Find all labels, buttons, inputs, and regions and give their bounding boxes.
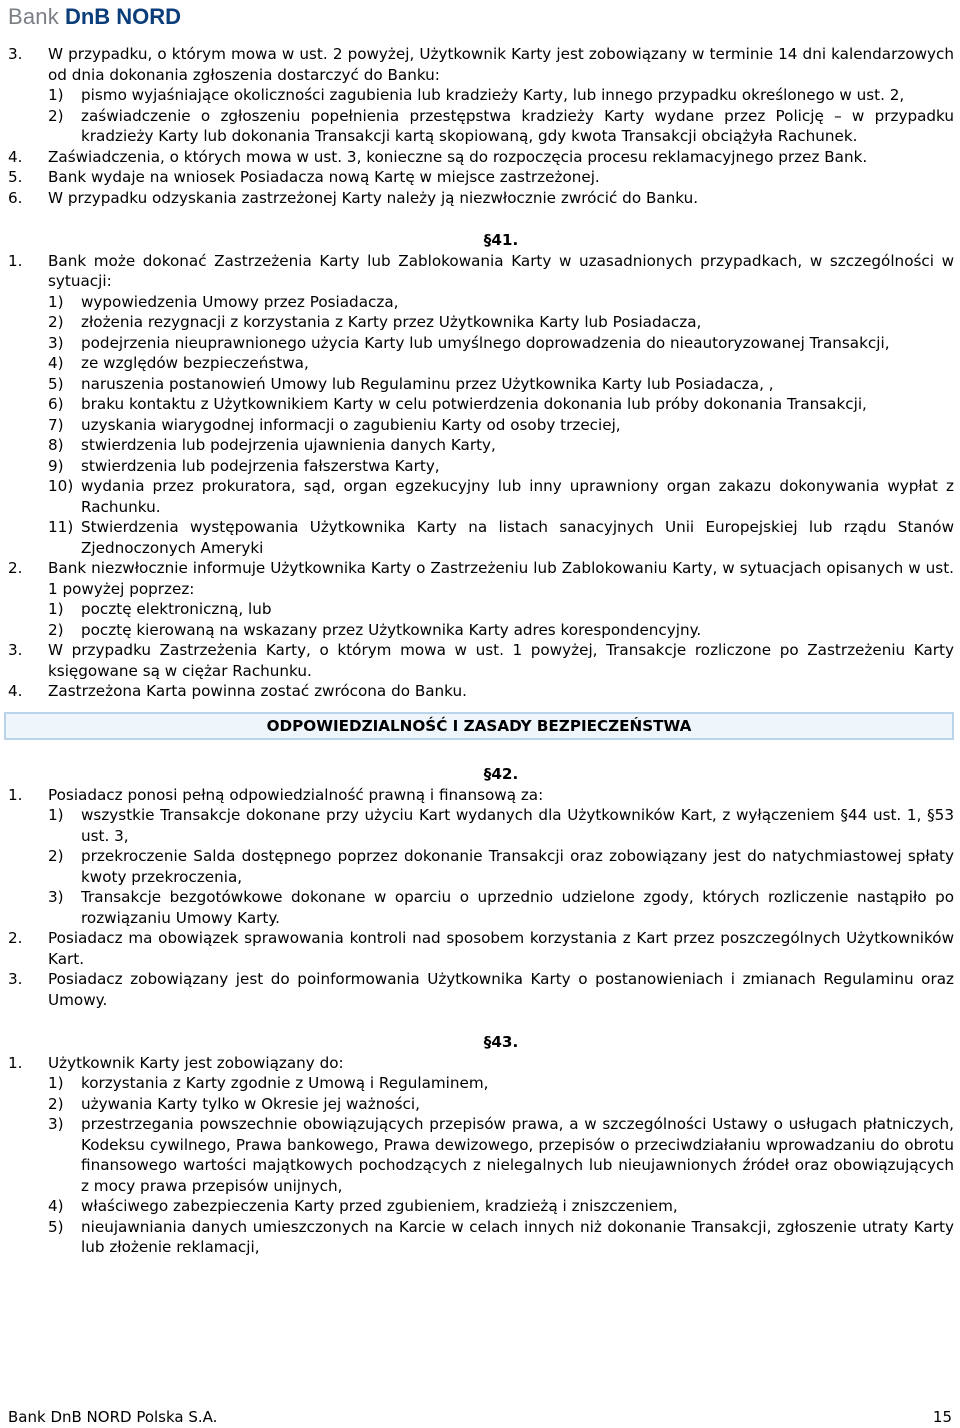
item-number: 1) xyxy=(48,806,64,824)
item-text: Bank wydaje na wniosek Posiadacza nową Kartę w miejsce zastrzeżonej. xyxy=(48,168,600,186)
list-subitem xyxy=(8,846,954,887)
list-subitem xyxy=(8,292,954,313)
item-number: 2) xyxy=(48,313,64,331)
list-item xyxy=(8,167,954,188)
footer-company: Bank DnB NORD Polska S.A. xyxy=(8,1408,218,1426)
item-text: nieujawniania danych umieszczonych na Karcie w celach innych niż dokonanie Transakcji, zgłoszenie utraty Karty lub złożenie reklamacji, xyxy=(81,1217,954,1256)
item-text: złożenia rezygnacji z korzystania z Karty przez Użytkownika Karty lub Posiadacza, xyxy=(81,313,702,331)
item-text: wydania przez prokuratora, sąd, organ egzekucyjny lub inny uprawniony organ zakazu dokonywania wypłat z Rachunku. xyxy=(81,477,954,516)
item-text: wszystkie Transakcje dokonane przy użyciu Kart wydanych dla Użytkowników Kart, z wyłączeniem §44 ust. 1, §53 ust. 3, xyxy=(81,806,954,845)
item-number: 2. xyxy=(8,929,23,947)
item-text: Stwierdzenia występowania Użytkownika Karty na listach sanacyjnych Unii Europejskiej lub rządu Stanów Zjednoczonych Ameryki xyxy=(81,518,954,557)
item-text: właściwego zabezpieczenia Karty przed zgubieniem, kradzieżą i zniszczeniem, xyxy=(81,1197,678,1215)
list-item xyxy=(8,681,954,702)
document-body xyxy=(8,44,954,1258)
item-number: 3) xyxy=(48,1115,64,1133)
item-number: 6. xyxy=(8,188,23,207)
list-subitem xyxy=(8,456,954,477)
section-42 xyxy=(8,785,954,1011)
list-subitem xyxy=(8,85,954,106)
page-number: 15 xyxy=(932,1408,952,1426)
item-number: 8) xyxy=(48,436,64,454)
list-item xyxy=(8,969,954,1010)
section-42-title: §42. xyxy=(483,765,519,783)
item-text: podejrzenia nieuprawnionego użycia Karty lub umyślnego doprowadzenia do nieautoryzowanej Transakcji, xyxy=(81,333,890,352)
section-43 xyxy=(8,1053,954,1258)
logo-dnb-text: DnB NORD xyxy=(64,4,182,29)
item-text: pocztę elektroniczną, lub xyxy=(81,600,272,618)
item-text: pismo wyjaśniające okoliczności zagubienia lub kradzieży Karty, lub innego przypadku określonego w ust. 2, xyxy=(81,86,905,104)
item-number: 7) xyxy=(48,415,64,434)
item-text: pocztę kierowaną na wskazany przez Użytkownika Karty adres korespondencyjny. xyxy=(81,620,702,639)
item-text: Posiadacz zobowiązany jest do poinformowania Użytkownika Karty o postanowieniach i zmianach Regulaminu oraz Umowy. xyxy=(48,970,954,1009)
list-item xyxy=(8,1053,954,1074)
item-text: Zastrzeżona Karta powinna zostać zwrócona do Banku. xyxy=(48,682,467,700)
item-number: 5) xyxy=(48,374,64,393)
item-number: 1. xyxy=(8,251,23,270)
item-text: W przypadku Zastrzeżenia Karty, o którym mowa w ust. 1 powyżej, Transakcje rozliczone po Zastrzeżeniu Karty księgowane są w ciężar Rachunku. xyxy=(48,641,954,680)
list-item xyxy=(8,785,954,806)
item-text: przekroczenie Salda dostępnego poprzez dokonanie Transakcji oraz zobowiązany jest do natychmiastowej spłaty kwoty przekroczenia, xyxy=(81,847,954,886)
list-subitem xyxy=(8,476,954,517)
list-subitem xyxy=(8,599,954,620)
list-subitem xyxy=(8,805,954,846)
item-text: Transakcje bezgotówkowe dokonane w oparciu o uprzednio udzielone zgody, których rozliczenie nastąpiło po rozwiązaniu Umowy Karty. xyxy=(81,888,954,927)
page-footer xyxy=(8,1408,952,1426)
list-subitem xyxy=(8,1114,954,1196)
item-text: naruszenia postanowień Umowy lub Regulaminu przez Użytkownika Karty lub Posiadacza, , xyxy=(81,374,774,393)
list-subitem xyxy=(8,415,954,436)
item-number: 11) xyxy=(48,518,74,536)
section-41 xyxy=(8,251,954,702)
list-subitem xyxy=(8,1196,954,1217)
list-subitem xyxy=(8,394,954,415)
item-text: uzyskania wiarygodnej informacji o zagubieniu Karty od osoby trzeciej, xyxy=(81,415,621,434)
section-43-title: §43. xyxy=(483,1033,519,1051)
list-item xyxy=(8,147,954,168)
list-item xyxy=(8,640,954,681)
item-number: 3. xyxy=(8,45,23,63)
item-text: braku kontaktu z Użytkownikiem Karty w celu potwierdzenia dokonania lub próby dokonania Transakcji, xyxy=(81,395,867,413)
item-number: 2) xyxy=(48,1094,64,1113)
item-text: Bank może dokonać Zastrzeżenia Karty lub Zablokowania Karty w uzasadnionych przypadkach, w szczególności w sytuacji: xyxy=(48,251,954,290)
item-number: 1. xyxy=(8,1053,23,1072)
list-subitem xyxy=(8,1094,954,1115)
list-item xyxy=(8,44,954,85)
item-number: 2) xyxy=(48,847,64,865)
list-item xyxy=(8,558,954,599)
item-text: ze względów bezpieczeństwa, xyxy=(81,354,309,372)
item-text: stwierdzenia lub podejrzenia fałszerstwa Karty, xyxy=(81,456,440,475)
item-text: korzystania z Karty zgodnie z Umową i Regulaminem, xyxy=(81,1074,489,1092)
item-number: 2) xyxy=(48,106,64,125)
item-number: 4) xyxy=(48,354,64,372)
item-number: 1) xyxy=(48,86,64,104)
item-text: zaświadczenie o zgłoszeniu popełnienia przestępstwa kradzieży Karty wydane przez Policję – w przypadku kradzieży Karty lub dokonania Transakcji kartą skopiowaną, gdy kwota Transakcji obciążyła Rachunek. xyxy=(81,106,954,145)
logo-bank-text: Bank xyxy=(8,4,59,29)
list-subitem xyxy=(8,887,954,928)
section-41-title: §41. xyxy=(483,231,519,249)
section-previous xyxy=(8,44,954,208)
item-number: 9) xyxy=(48,456,64,475)
item-text: wypowiedzenia Umowy przez Posiadacza, xyxy=(81,292,399,311)
item-number: 1) xyxy=(48,292,64,311)
item-number: 1) xyxy=(48,600,64,618)
item-text: Zaświadczenia, o których mowa w ust. 3, konieczne są do rozpoczęcia procesu reklamacyjnego przez Bank. xyxy=(48,147,868,166)
chapter-heading: ODPOWIEDZIALNOŚĆ I ZASADY BEZPIECZEŃSTWA xyxy=(4,712,954,741)
list-subitem xyxy=(8,374,954,395)
list-subitem xyxy=(8,106,954,147)
item-text: używania Karty tylko w Okresie jej ważności, xyxy=(81,1094,420,1113)
item-text: Bank niezwłocznie informuje Użytkownika Karty o Zastrzeżeniu lub Zablokowaniu Karty, w sytuacjach opisanych w ust. 1 powyżej poprzez: xyxy=(48,559,954,598)
item-text: przestrzegania powszechnie obowiązujących przepisów prawa, a w szczególności Ustawy o usługach płatniczych, Kodeksu cywilnego, Prawa bankowego, Prawa dewizowego, przepisów o przeciwdziałaniu wprowadzaniu do obrotu finansowego wartości majątkowych pochodzących z nielegalnych lub nieujawnionych źródeł oraz obowiązujących z mocy prawa przepisów unijnych, xyxy=(81,1115,954,1195)
item-text: Użytkownik Karty jest zobowiązany do: xyxy=(48,1053,344,1072)
list-subitem xyxy=(8,1073,954,1094)
item-number: 1. xyxy=(8,785,23,804)
item-number: 4) xyxy=(48,1197,64,1215)
item-number: 3. xyxy=(8,970,23,988)
item-number: 4. xyxy=(8,682,23,700)
item-number: 2. xyxy=(8,559,23,577)
list-item xyxy=(8,188,954,209)
item-text: Posiadacz ponosi pełną odpowiedzialność prawną i finansową za: xyxy=(48,785,544,804)
item-number: 2) xyxy=(48,620,64,639)
list-subitem xyxy=(8,1217,954,1258)
list-subitem xyxy=(8,517,954,558)
item-text: W przypadku, o którym mowa w ust. 2 powyżej, Użytkownik Karty jest zobowiązany w terminie 14 dni kalendarzowych od dnia dokonania zgłoszenia dostarczyć do Banku: xyxy=(48,45,954,84)
item-number: 3) xyxy=(48,333,64,352)
list-subitem xyxy=(8,312,954,333)
item-number: 10) xyxy=(48,477,74,495)
list-item xyxy=(8,251,954,292)
item-number: 6) xyxy=(48,395,64,413)
item-text: W przypadku odzyskania zastrzeżonej Karty należy ją niezwłocznie zwrócić do Banku. xyxy=(48,188,699,207)
item-number: 3. xyxy=(8,641,23,659)
list-subitem xyxy=(8,435,954,456)
item-number: 5) xyxy=(48,1217,64,1236)
item-text: Posiadacz ma obowiązek sprawowania kontroli nad sposobem korzystania z Kart przez poszczególnych Użytkowników Kart. xyxy=(48,929,954,968)
item-number: 3) xyxy=(48,888,64,906)
list-subitem xyxy=(8,620,954,641)
item-number: 5. xyxy=(8,168,23,186)
list-subitem xyxy=(8,353,954,374)
item-number: 4. xyxy=(8,147,23,166)
bank-logo xyxy=(8,4,182,29)
list-subitem xyxy=(8,333,954,354)
item-number: 1) xyxy=(48,1074,64,1092)
item-text: stwierdzenia lub podejrzenia ujawnienia danych Karty, xyxy=(81,436,496,454)
list-item xyxy=(8,928,954,969)
